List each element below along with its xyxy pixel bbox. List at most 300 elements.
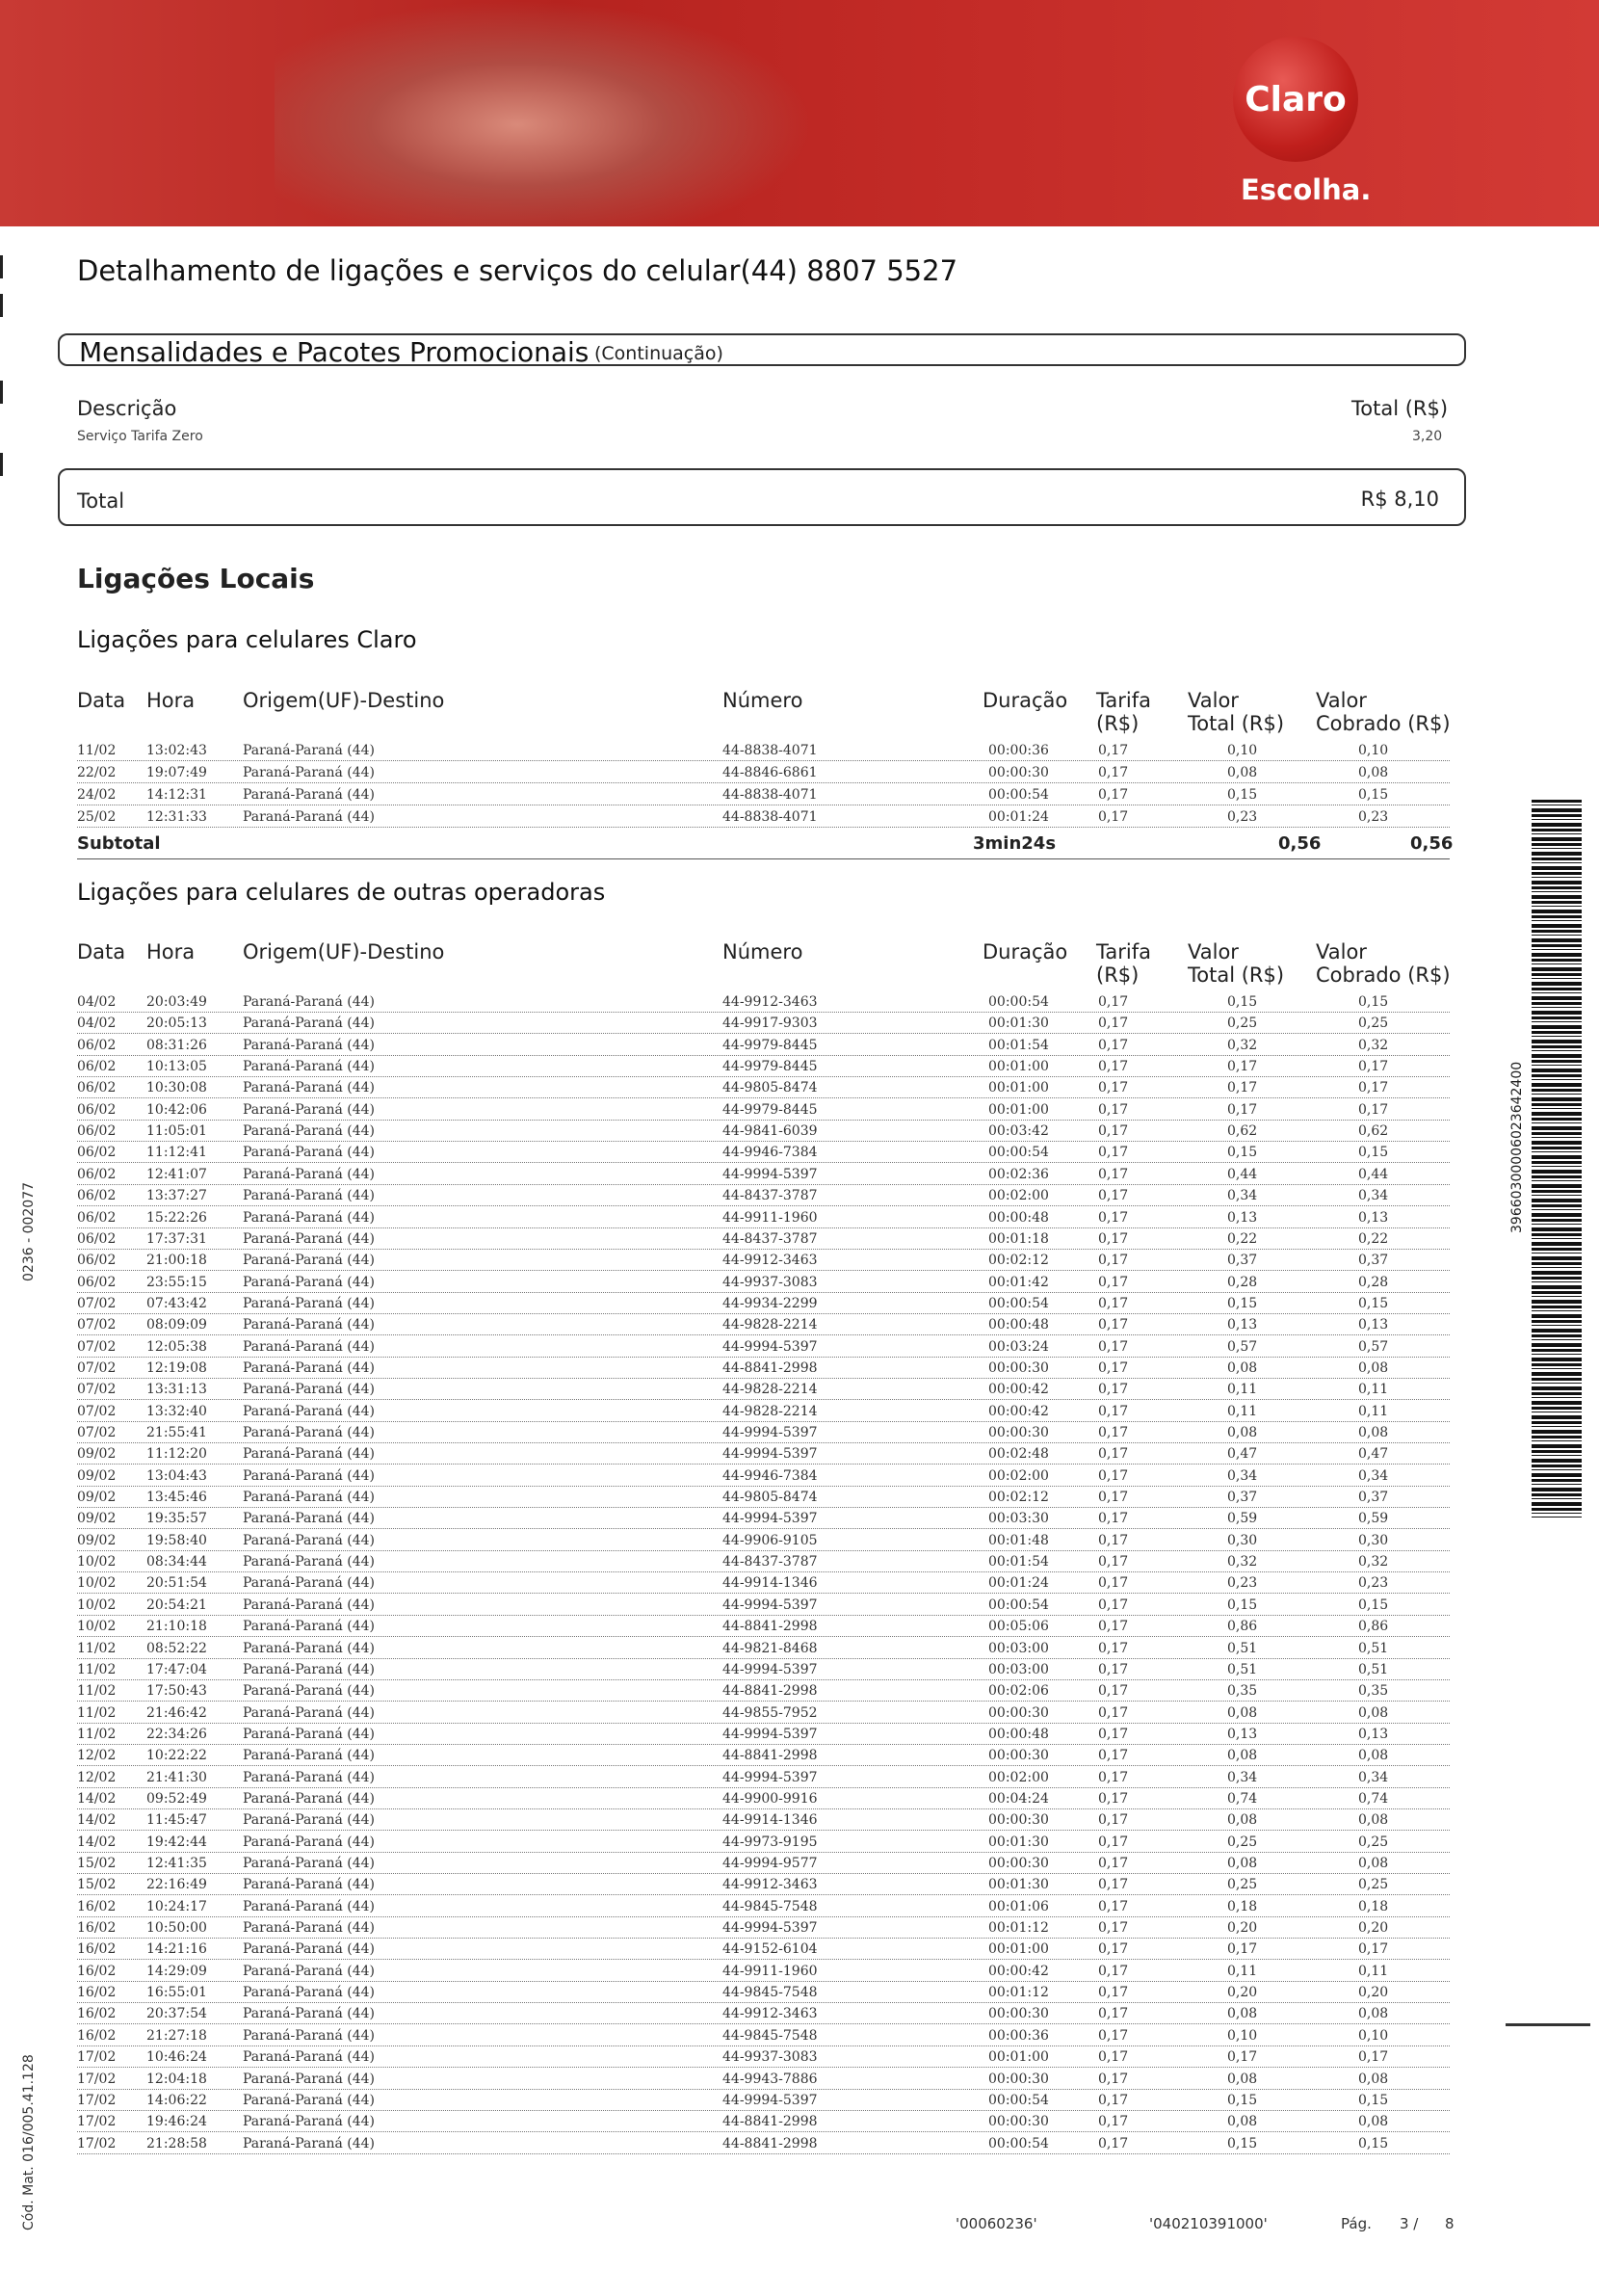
- call-duration: 00:01:42: [988, 1274, 1049, 1290]
- table-row: [77, 1487, 1450, 1508]
- call-time: 10:13:05: [146, 1059, 207, 1075]
- call-charged: 0,47: [1358, 1446, 1389, 1463]
- call-total: 0,25: [1227, 1877, 1258, 1893]
- call-date: 06/02: [77, 1188, 117, 1204]
- call-date: 15/02: [77, 1877, 117, 1893]
- call-route: Paraná-Paraná (44): [243, 1467, 375, 1484]
- call-total: 0,25: [1227, 1834, 1258, 1850]
- table-row: [77, 2090, 1450, 2111]
- table-row: [77, 2069, 1450, 2090]
- call-number: 44-9911-1960: [722, 1963, 818, 1979]
- call-route: Paraná-Paraná (44): [243, 1382, 375, 1398]
- call-date: 06/02: [77, 1253, 117, 1269]
- call-date: 17/02: [77, 2114, 117, 2130]
- call-total: 0,25: [1227, 1016, 1258, 1032]
- call-total: 0,28: [1227, 1274, 1258, 1290]
- call-rate: 0,17: [1098, 787, 1129, 803]
- call-time: 22:16:49: [146, 1877, 207, 1893]
- call-duration: 00:03:42: [988, 1123, 1049, 1140]
- call-time: 07:43:42: [146, 1295, 207, 1311]
- subtotal-total: 0,56: [1278, 833, 1322, 854]
- margin-mark: [0, 381, 3, 404]
- call-route: Paraná-Paraná (44): [243, 1511, 375, 1527]
- table-row: [77, 1595, 1450, 1616]
- call-number: 44-9855-7952: [722, 1704, 818, 1721]
- call-charged: 0,15: [1358, 2135, 1389, 2151]
- call-route: Paraná-Paraná (44): [243, 1101, 375, 1118]
- call-time: 17:37:31: [146, 1230, 207, 1247]
- call-date: 24/02: [77, 787, 117, 803]
- call-route: Paraná-Paraná (44): [243, 1834, 375, 1850]
- call-number: 44-8841-2998: [722, 1359, 818, 1376]
- call-route: Paraná-Paraná (44): [243, 1661, 375, 1677]
- table-row: [77, 2133, 1450, 2154]
- call-charged: 0,17: [1358, 1059, 1389, 1075]
- call-rate: 0,17: [1098, 1403, 1129, 1419]
- table-row: [77, 1185, 1450, 1206]
- call-rate: 0,17: [1098, 809, 1129, 825]
- call-number: 44-9845-7548: [722, 2027, 818, 2044]
- call-charged: 0,17: [1358, 1101, 1389, 1118]
- call-charged: 0,08: [1358, 1748, 1389, 1764]
- call-date: 09/02: [77, 1532, 117, 1548]
- call-date: 07/02: [77, 1425, 117, 1440]
- call-charged: 0,35: [1358, 1683, 1389, 1700]
- call-duration: 00:02:48: [988, 1446, 1049, 1463]
- call-rate: 0,17: [1098, 765, 1129, 780]
- call-charged: 0,15: [1358, 1597, 1389, 1613]
- call-total: 0,15: [1227, 994, 1258, 1010]
- table-row: [77, 1379, 1450, 1400]
- call-rate: 0,17: [1098, 1812, 1129, 1829]
- call-charged: 0,18: [1358, 1898, 1389, 1914]
- call-number: 44-9152-6104: [722, 1941, 818, 1958]
- call-date: 11/02: [77, 1704, 117, 1721]
- call-total: 0,15: [1227, 2092, 1258, 2108]
- call-duration: 00:00:30: [988, 1425, 1049, 1440]
- call-date: 07/02: [77, 1382, 117, 1398]
- call-date: 06/02: [77, 1209, 117, 1226]
- call-date: 22/02: [77, 765, 117, 780]
- barcode-number: 39660300006023642400: [1509, 1061, 1525, 1233]
- call-total: 0,08: [1227, 1704, 1258, 1721]
- call-time: 21:00:18: [146, 1253, 207, 1269]
- call-date: 07/02: [77, 1295, 117, 1311]
- call-number: 44-9845-7548: [722, 1985, 818, 2001]
- call-route: Paraná-Paraná (44): [243, 1359, 375, 1376]
- table-row: [77, 1874, 1450, 1895]
- call-date: 06/02: [77, 1037, 117, 1053]
- table-row: [77, 1099, 1450, 1121]
- call-rate: 0,17: [1098, 1661, 1129, 1677]
- col-valor-total: Valor: [1188, 940, 1239, 963]
- call-charged: 0,23: [1358, 809, 1389, 825]
- call-rate: 0,17: [1098, 1769, 1129, 1785]
- call-duration: 00:02:00: [988, 1467, 1049, 1484]
- table-row: [77, 2003, 1450, 2024]
- call-duration: 00:00:54: [988, 1295, 1049, 1311]
- call-number: 44-9994-5397: [722, 1446, 818, 1463]
- call-date: 10/02: [77, 1597, 117, 1613]
- table-row: [77, 2111, 1450, 2132]
- call-route: Paraná-Paraná (44): [243, 1769, 375, 1785]
- barcode: [1532, 800, 1582, 1517]
- table-row: [77, 1228, 1450, 1250]
- call-number: 44-9914-1346: [722, 1812, 818, 1829]
- col-tarifa-unit: (R$): [1096, 712, 1140, 735]
- mensalidades-subtitle: (Continuação): [594, 343, 723, 364]
- call-rate: 0,17: [1098, 1080, 1129, 1096]
- col-hora: Hora: [146, 940, 196, 963]
- call-rate: 0,17: [1098, 1274, 1129, 1290]
- call-route: Paraná-Paraná (44): [243, 765, 375, 780]
- table-row: [77, 784, 1450, 805]
- call-total: 0,51: [1227, 1661, 1258, 1677]
- subtotal-row: [77, 831, 1454, 859]
- call-total: 0,18: [1227, 1898, 1258, 1914]
- call-route: Paraná-Paraná (44): [243, 2092, 375, 2108]
- call-route: Paraná-Paraná (44): [243, 1059, 375, 1075]
- call-number: 44-8838-4071: [722, 809, 818, 825]
- call-duration: 00:02:06: [988, 1683, 1049, 1700]
- call-number: 44-9912-3463: [722, 2006, 818, 2022]
- call-number: 44-9821-8468: [722, 1640, 818, 1656]
- call-total: 0,20: [1227, 1985, 1258, 2001]
- call-time: 08:31:26: [146, 1037, 207, 1053]
- call-date: 11/02: [77, 1726, 117, 1742]
- call-duration: 00:00:54: [988, 2135, 1049, 2151]
- call-route: Paraná-Paraná (44): [243, 2027, 375, 2044]
- col-valor-cobrado-unit: Cobrado (R$): [1316, 712, 1451, 735]
- page-label: Pág.: [1341, 2215, 1372, 2232]
- table-row: [77, 1809, 1450, 1831]
- call-rate: 0,17: [1098, 1726, 1129, 1742]
- call-time: 19:35:57: [146, 1511, 207, 1527]
- call-duration: 00:03:00: [988, 1640, 1049, 1656]
- call-route: Paraná-Paraná (44): [243, 787, 375, 803]
- table-row: [77, 1680, 1450, 1702]
- call-time: 17:47:04: [146, 1661, 207, 1677]
- call-rate: 0,17: [1098, 994, 1129, 1010]
- call-rate: 0,17: [1098, 2006, 1129, 2022]
- call-number: 44-9994-5397: [722, 1338, 818, 1355]
- call-duration: 00:00:48: [988, 1726, 1049, 1742]
- total-label: Total: [77, 489, 125, 513]
- call-total: 0,37: [1227, 1490, 1258, 1506]
- call-charged: 0,86: [1358, 1619, 1389, 1635]
- call-duration: 00:00:30: [988, 2006, 1049, 2022]
- call-route: Paraná-Paraná (44): [243, 1812, 375, 1829]
- table-row: [77, 991, 1450, 1013]
- call-number: 44-9841-6039: [722, 1123, 818, 1140]
- call-total: 0,30: [1227, 1532, 1258, 1548]
- call-duration: 00:01:00: [988, 1101, 1049, 1118]
- col-valor-cobrado: Valor: [1316, 689, 1367, 712]
- call-number: 44-9994-5397: [722, 1511, 818, 1527]
- col-numero: Número: [722, 689, 803, 712]
- call-total: 0,08: [1227, 1359, 1258, 1376]
- call-time: 17:50:43: [146, 1683, 207, 1700]
- call-charged: 0,08: [1358, 1359, 1389, 1376]
- call-total: 0,08: [1227, 2006, 1258, 2022]
- call-duration: 00:01:00: [988, 1059, 1049, 1075]
- call-duration: 00:01:54: [988, 1037, 1049, 1053]
- call-route: Paraná-Paraná (44): [243, 1575, 375, 1592]
- call-charged: 0,10: [1358, 743, 1389, 758]
- call-charged: 0,22: [1358, 1230, 1389, 1247]
- call-number: 44-8841-2998: [722, 2135, 818, 2151]
- call-total: 0,86: [1227, 1619, 1258, 1635]
- call-duration: 00:03:00: [988, 1661, 1049, 1677]
- call-rate: 0,17: [1098, 1101, 1129, 1118]
- call-date: 10/02: [77, 1619, 117, 1635]
- call-route: Paraná-Paraná (44): [243, 1963, 375, 1979]
- call-route: Paraná-Paraná (44): [243, 1920, 375, 1937]
- footer-code-2: '040210391000': [1149, 2215, 1268, 2232]
- call-rate: 0,17: [1098, 1575, 1129, 1592]
- call-charged: 0,15: [1358, 787, 1389, 803]
- call-time: 20:05:13: [146, 1016, 207, 1032]
- call-time: 12:41:07: [146, 1166, 207, 1182]
- call-rate: 0,17: [1098, 1790, 1129, 1807]
- call-number: 44-9937-3083: [722, 2049, 818, 2066]
- call-time: 13:02:43: [146, 743, 207, 758]
- call-route: Paraná-Paraná (44): [243, 1295, 375, 1311]
- call-number: 44-8838-4071: [722, 787, 818, 803]
- call-time: 11:05:01: [146, 1123, 207, 1140]
- call-time: 22:34:26: [146, 1726, 207, 1742]
- fold-mark: [1506, 2023, 1590, 2026]
- call-route: Paraná-Paraná (44): [243, 2135, 375, 2151]
- call-duration: 00:00:30: [988, 1359, 1049, 1376]
- call-number: 44-9994-5397: [722, 1166, 818, 1182]
- call-total: 0,17: [1227, 1059, 1258, 1075]
- col-valor-total-unit: Total (R$): [1188, 963, 1285, 987]
- col-origem: Origem(UF)-Destino: [243, 940, 445, 963]
- banner-photo: [275, 0, 814, 226]
- call-duration: 00:00:54: [988, 994, 1049, 1010]
- call-rate: 0,17: [1098, 1123, 1129, 1140]
- call-route: Paraná-Paraná (44): [243, 1490, 375, 1506]
- call-time: 20:37:54: [146, 2006, 207, 2022]
- call-duration: 00:00:54: [988, 1597, 1049, 1613]
- call-date: 16/02: [77, 1920, 117, 1937]
- call-total: 0,08: [1227, 2114, 1258, 2130]
- margin-mark: [0, 255, 3, 278]
- call-date: 11/02: [77, 1640, 117, 1656]
- col-tarifa: Tarifa: [1096, 940, 1151, 963]
- call-route: Paraná-Paraná (44): [243, 1748, 375, 1764]
- call-time: 21:10:18: [146, 1619, 207, 1635]
- call-duration: 00:02:00: [988, 1769, 1049, 1785]
- call-number: 44-8437-3787: [722, 1188, 818, 1204]
- call-date: 06/02: [77, 1101, 117, 1118]
- call-date: 06/02: [77, 1145, 117, 1161]
- tagline: Escolha.: [1241, 173, 1372, 206]
- call-date: 16/02: [77, 1985, 117, 2001]
- call-duration: 00:00:42: [988, 1963, 1049, 1979]
- call-charged: 0,13: [1358, 1209, 1389, 1226]
- call-total: 0,20: [1227, 1920, 1258, 1937]
- col-origem: Origem(UF)-Destino: [243, 689, 445, 712]
- call-duration: 00:00:36: [988, 743, 1049, 758]
- call-route: Paraná-Paraná (44): [243, 1016, 375, 1032]
- call-number: 44-9805-8474: [722, 1080, 818, 1096]
- call-total: 0,32: [1227, 1037, 1258, 1053]
- call-charged: 0,13: [1358, 1317, 1389, 1333]
- call-charged: 0,15: [1358, 994, 1389, 1010]
- call-charged: 0,11: [1358, 1382, 1389, 1398]
- call-number: 44-9994-5397: [722, 1597, 818, 1613]
- side-material-code: Cód. Mat. 016/005.41.128: [21, 2054, 37, 2230]
- table-row: [77, 1939, 1450, 1960]
- local-calls-heading: Ligações Locais: [77, 563, 315, 594]
- page-title: Detalhamento de ligações e serviços do celular(44) 8807 5527: [77, 254, 958, 287]
- call-duration: 00:00:36: [988, 2027, 1049, 2044]
- call-rate: 0,17: [1098, 1877, 1129, 1893]
- col-data: Data: [77, 940, 126, 963]
- table-row: [77, 1659, 1450, 1680]
- call-route: Paraná-Paraná (44): [243, 1856, 375, 1871]
- call-charged: 0,37: [1358, 1490, 1389, 1506]
- call-total: 0,22: [1227, 1230, 1258, 1247]
- call-charged: 0,25: [1358, 1016, 1389, 1032]
- call-date: 15/02: [77, 1856, 117, 1871]
- call-rate: 0,17: [1098, 1016, 1129, 1032]
- call-number: 44-8841-2998: [722, 1748, 818, 1764]
- call-time: 10:46:24: [146, 2049, 207, 2066]
- call-rate: 0,17: [1098, 1748, 1129, 1764]
- call-duration: 00:00:54: [988, 2092, 1049, 2108]
- table-row: [77, 1896, 1450, 1917]
- call-duration: 00:02:36: [988, 1166, 1049, 1182]
- call-route: Paraná-Paraná (44): [243, 2114, 375, 2130]
- call-time: 08:34:44: [146, 1554, 207, 1570]
- call-time: 12:05:38: [146, 1338, 207, 1355]
- call-duration: 00:01:30: [988, 1016, 1049, 1032]
- service-item-value: 3,20: [1412, 429, 1443, 444]
- call-total: 0,15: [1227, 787, 1258, 803]
- table-row: [77, 1207, 1450, 1228]
- call-duration: 00:03:30: [988, 1511, 1049, 1527]
- call-charged: 0,10: [1358, 2027, 1389, 2044]
- call-charged: 0,08: [1358, 2114, 1389, 2130]
- table-row: [77, 1917, 1450, 1939]
- call-charged: 0,62: [1358, 1123, 1389, 1140]
- call-rate: 0,17: [1098, 1683, 1129, 1700]
- call-total: 0,11: [1227, 1382, 1258, 1398]
- call-number: 44-9828-2214: [722, 1382, 818, 1398]
- call-number: 44-9979-8445: [722, 1101, 818, 1118]
- call-time: 19:42:44: [146, 1834, 207, 1850]
- call-total: 0,08: [1227, 1812, 1258, 1829]
- call-duration: 00:00:30: [988, 1812, 1049, 1829]
- call-rate: 0,17: [1098, 1317, 1129, 1333]
- call-rate: 0,17: [1098, 1446, 1129, 1463]
- call-duration: 00:01:18: [988, 1230, 1049, 1247]
- call-total: 0,10: [1227, 743, 1258, 758]
- call-route: Paraná-Paraná (44): [243, 1253, 375, 1269]
- call-time: 10:30:08: [146, 1080, 207, 1096]
- call-charged: 0,08: [1358, 1812, 1389, 1829]
- table-row: [77, 1702, 1450, 1724]
- call-route: Paraná-Paraná (44): [243, 1532, 375, 1548]
- call-date: 16/02: [77, 1941, 117, 1958]
- call-rate: 0,17: [1098, 1037, 1129, 1053]
- table-row: [77, 1401, 1450, 1422]
- call-number: 44-9946-7384: [722, 1467, 818, 1484]
- table-row: [77, 1832, 1450, 1853]
- call-number: 44-9994-5397: [722, 1726, 818, 1742]
- table-row: [77, 1056, 1450, 1077]
- call-rate: 0,17: [1098, 2071, 1129, 2087]
- call-route: Paraná-Paraná (44): [243, 1619, 375, 1635]
- call-time: 09:52:49: [146, 1790, 207, 1807]
- call-time: 11:12:20: [146, 1446, 207, 1463]
- call-duration: 00:03:24: [988, 1338, 1049, 1355]
- call-duration: 00:01:30: [988, 1834, 1049, 1850]
- table-row: [77, 1443, 1450, 1465]
- call-date: 09/02: [77, 1446, 117, 1463]
- call-total: 0,32: [1227, 1554, 1258, 1570]
- table-row: [77, 1788, 1450, 1809]
- table-row: [77, 1250, 1450, 1271]
- call-duration: 00:00:30: [988, 1856, 1049, 1871]
- call-charged: 0,34: [1358, 1769, 1389, 1785]
- call-date: 25/02: [77, 809, 117, 825]
- call-charged: 0,32: [1358, 1037, 1389, 1053]
- call-number: 44-9828-2214: [722, 1403, 818, 1419]
- call-number: 44-9912-3463: [722, 994, 818, 1010]
- call-charged: 0,37: [1358, 1253, 1389, 1269]
- call-total: 0,47: [1227, 1446, 1258, 1463]
- call-total: 0,15: [1227, 1295, 1258, 1311]
- subtotal-cobrado: 0,56: [1410, 833, 1454, 854]
- call-charged: 0,57: [1358, 1338, 1389, 1355]
- call-number: 44-9845-7548: [722, 1898, 818, 1914]
- call-total: 0,62: [1227, 1123, 1258, 1140]
- table-row: [77, 2046, 1450, 2068]
- call-rate: 0,17: [1098, 1554, 1129, 1570]
- call-rate: 0,17: [1098, 1145, 1129, 1161]
- call-charged: 0,51: [1358, 1640, 1389, 1656]
- call-route: Paraná-Paraná (44): [243, 743, 375, 758]
- call-route: Paraná-Paraná (44): [243, 1338, 375, 1355]
- call-rate: 0,17: [1098, 1511, 1129, 1527]
- table-row: [77, 1982, 1450, 2003]
- call-time: 13:32:40: [146, 1403, 207, 1419]
- call-rate: 0,17: [1098, 2027, 1129, 2044]
- call-rate: 0,17: [1098, 1640, 1129, 1656]
- call-date: 16/02: [77, 2027, 117, 2044]
- call-time: 08:09:09: [146, 1317, 207, 1333]
- table-row: [77, 1077, 1450, 1098]
- call-date: 06/02: [77, 1123, 117, 1140]
- call-number: 44-8437-3787: [722, 1554, 818, 1570]
- call-number: 44-9994-5397: [722, 1920, 818, 1937]
- call-charged: 0,17: [1358, 1941, 1389, 1958]
- call-total: 0,17: [1227, 1080, 1258, 1096]
- call-route: Paraná-Paraná (44): [243, 1403, 375, 1419]
- call-number: 44-9994-9577: [722, 1856, 818, 1871]
- call-number: 44-9937-3083: [722, 1274, 818, 1290]
- call-total: 0,13: [1227, 1726, 1258, 1742]
- call-duration: 00:00:48: [988, 1317, 1049, 1333]
- call-rate: 0,17: [1098, 1490, 1129, 1506]
- call-duration: 00:00:54: [988, 787, 1049, 803]
- call-total: 0,15: [1227, 1597, 1258, 1613]
- call-rate: 0,17: [1098, 1382, 1129, 1398]
